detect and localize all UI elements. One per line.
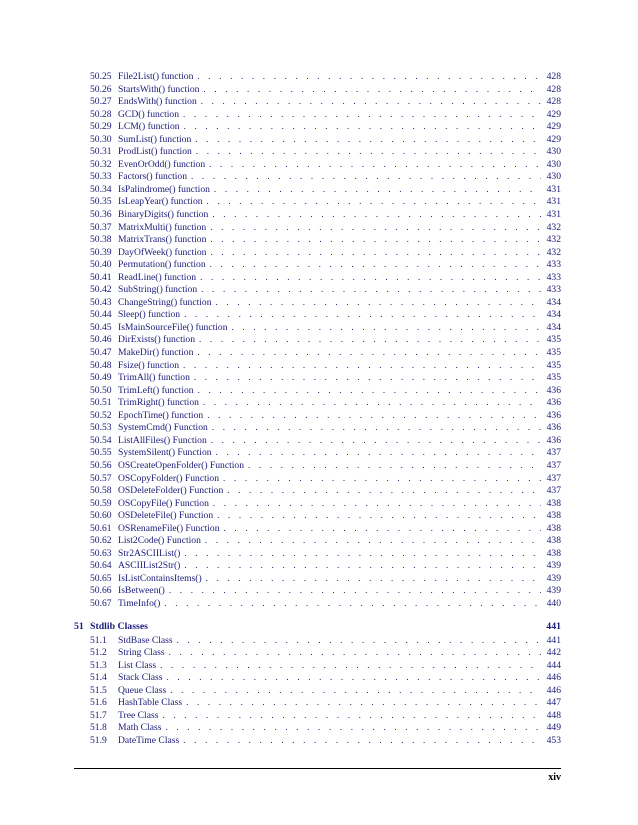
entry-number: 50.39 xyxy=(90,246,112,258)
entry-page: 435 xyxy=(546,359,561,371)
entry-title: IsPalindrome() function xyxy=(118,183,210,195)
toc-entry[interactable] xyxy=(74,684,561,697)
entry-page: 432 xyxy=(546,221,561,233)
entry-title: OSDeleteFolder() Function xyxy=(118,485,224,497)
entry-title: BinaryDigits() function xyxy=(118,209,209,221)
dot-leader xyxy=(186,696,541,709)
entry-title: Queue Class xyxy=(118,684,167,696)
dot-leader xyxy=(167,671,541,684)
dot-leader xyxy=(184,120,541,133)
dot-leader xyxy=(201,283,541,296)
toc-entry[interactable] xyxy=(74,195,561,208)
entry-title: GCD() function xyxy=(118,108,180,120)
entry-page: 437 xyxy=(546,459,561,471)
entry-page: 438 xyxy=(546,510,561,522)
toc-entry[interactable] xyxy=(74,446,561,459)
footer-rule xyxy=(74,768,561,769)
entry-number: 50.49 xyxy=(90,372,112,384)
toc-entry[interactable] xyxy=(74,696,561,709)
entry-title: Permutation() function xyxy=(118,259,206,271)
entry-number: 50.36 xyxy=(90,209,112,221)
entry-number: 51.6 xyxy=(90,697,107,709)
dot-leader xyxy=(216,446,541,459)
entry-number: 51.4 xyxy=(90,672,107,684)
entry-page: 439 xyxy=(546,572,561,584)
entry-page: 433 xyxy=(546,284,561,296)
toc-entry[interactable] xyxy=(74,371,561,384)
toc-entry[interactable] xyxy=(74,271,561,284)
entry-page: 440 xyxy=(546,597,561,609)
entry-number: 50.58 xyxy=(90,485,112,497)
entry-page: 435 xyxy=(546,347,561,359)
entry-title: DirExists() function xyxy=(118,334,196,346)
entry-title: ReadLine() function xyxy=(118,271,197,283)
entry-title: ProdList() function xyxy=(118,146,192,158)
entry-title: EvenOrOdd() function xyxy=(118,158,206,170)
entry-page: 431 xyxy=(546,196,561,208)
entry-number: 51.3 xyxy=(90,659,107,671)
entry-page: 436 xyxy=(546,422,561,434)
entry-page: 436 xyxy=(546,409,561,421)
entry-number: 51.1 xyxy=(90,634,107,646)
entry-page: 437 xyxy=(546,447,561,459)
entry-page: 430 xyxy=(546,171,561,183)
entry-title: TrimAll() function xyxy=(118,372,190,384)
entry-title: ChangeString() function xyxy=(118,296,212,308)
entry-title: Stack Class xyxy=(118,672,163,684)
toc-entry[interactable] xyxy=(74,346,561,359)
toc-entry[interactable] xyxy=(74,359,561,372)
entry-page: 441 xyxy=(546,634,561,646)
entry-page: 431 xyxy=(546,183,561,195)
dot-leader xyxy=(184,308,541,321)
dot-leader xyxy=(183,734,541,747)
entry-number: 50.67 xyxy=(90,597,112,609)
toc-entry[interactable] xyxy=(74,634,561,647)
entry-page: 434 xyxy=(546,296,561,308)
dot-leader xyxy=(211,434,541,447)
toc-entry[interactable] xyxy=(74,396,561,409)
toc-entry[interactable] xyxy=(74,233,561,246)
entry-title: List2Code() Function xyxy=(118,535,201,547)
toc-entry[interactable] xyxy=(74,434,561,447)
entry-page: 438 xyxy=(546,522,561,534)
entry-page: 438 xyxy=(546,535,561,547)
dot-leader xyxy=(216,296,541,309)
dot-leader xyxy=(170,684,541,697)
entry-page: 437 xyxy=(546,485,561,497)
entry-title: String Class xyxy=(118,647,165,659)
entry-page: 446 xyxy=(546,672,561,684)
dot-leader xyxy=(232,321,541,334)
entry-title: IsLeapYear() function xyxy=(118,196,203,208)
entry-number: 50.55 xyxy=(90,447,112,459)
entry-title: IsBetween() xyxy=(118,585,165,597)
entry-title: LCM() function xyxy=(118,121,180,133)
entry-number: 50.48 xyxy=(90,359,112,371)
toc-entry[interactable] xyxy=(74,584,561,597)
entry-title: Sleep() function xyxy=(118,309,181,321)
entry-page: 439 xyxy=(546,560,561,572)
toc-entry[interactable] xyxy=(74,308,561,321)
entry-title: Math Class xyxy=(118,722,162,734)
toc-entry[interactable] xyxy=(74,83,561,96)
dot-leader xyxy=(207,195,541,208)
toc-entry[interactable] xyxy=(74,509,561,522)
entry-page: 432 xyxy=(546,246,561,258)
entry-number: 50.66 xyxy=(90,585,112,597)
entry-page: 436 xyxy=(546,434,561,446)
toc-entry[interactable] xyxy=(74,734,561,747)
dot-leader xyxy=(169,646,541,659)
entry-page: 444 xyxy=(546,659,561,671)
entry-page: 428 xyxy=(546,71,561,82)
entry-number: 50.34 xyxy=(90,183,112,195)
entry-title: OSCreateOpenFolder() Function xyxy=(118,459,245,471)
dot-leader xyxy=(160,659,541,672)
entry-page: 442 xyxy=(546,647,561,659)
entry-title: DayOfWeek() function xyxy=(118,246,207,258)
entry-title: OSCopyFile() Function xyxy=(118,497,209,509)
entry-title: OSRenameFile() Function xyxy=(118,522,220,534)
section-51-entries xyxy=(74,634,561,747)
toc-entry[interactable] xyxy=(74,145,561,158)
chapter-51-heading[interactable] xyxy=(74,620,561,634)
entry-title: MatrixTrans() function xyxy=(118,234,207,246)
dot-leader xyxy=(214,183,541,196)
toc-entry[interactable] xyxy=(74,221,561,234)
entry-title: OSCopyFolder() Function xyxy=(118,472,220,484)
entry-page: 429 xyxy=(546,108,561,120)
entry-number: 50.53 xyxy=(90,422,112,434)
entry-page: 435 xyxy=(546,334,561,346)
entry-page: 439 xyxy=(546,585,561,597)
entry-number: 50.45 xyxy=(90,321,112,333)
toc-entry[interactable] xyxy=(74,572,561,585)
dot-leader xyxy=(210,246,541,259)
entry-title: DateTime Class xyxy=(118,734,180,746)
toc-entry[interactable] xyxy=(74,659,561,672)
entry-number: 50.52 xyxy=(90,409,112,421)
dot-leader xyxy=(169,584,541,597)
toc-entry[interactable] xyxy=(74,522,561,535)
entry-title: TimeInfo() xyxy=(118,597,161,609)
dot-leader xyxy=(194,371,541,384)
entry-number: 50.47 xyxy=(90,347,112,359)
entry-title: MatrixMulti() function xyxy=(118,221,207,233)
entry-title: SubString() function xyxy=(118,284,198,296)
toc-entry[interactable] xyxy=(74,120,561,133)
toc-entry[interactable] xyxy=(74,497,561,510)
toc-entry[interactable] xyxy=(74,258,561,271)
entry-number: 50.43 xyxy=(90,296,112,308)
dot-leader xyxy=(165,721,541,734)
entry-number: 51.9 xyxy=(90,734,107,746)
dot-leader xyxy=(224,522,541,535)
page-number: xiv xyxy=(548,772,561,783)
dot-leader xyxy=(207,409,541,422)
toc-entry[interactable] xyxy=(74,246,561,259)
dot-leader xyxy=(198,384,541,397)
entry-number: 50.40 xyxy=(90,259,112,271)
entry-number: 50.57 xyxy=(90,472,112,484)
entry-number: 50.38 xyxy=(90,234,112,246)
entry-title: SumList() function xyxy=(118,133,192,145)
dot-leader xyxy=(201,95,541,108)
entry-number: 50.41 xyxy=(90,271,112,283)
dot-leader xyxy=(206,572,541,585)
entry-page: 438 xyxy=(546,547,561,559)
entry-number: 51.5 xyxy=(90,684,107,696)
entry-page: 448 xyxy=(546,709,561,721)
toc-entry[interactable] xyxy=(74,646,561,659)
chapter-page: 441 xyxy=(546,620,561,632)
entry-number: 50.64 xyxy=(90,560,112,572)
entry-title: OSDeleteFile() Function xyxy=(118,510,214,522)
entry-number: 50.60 xyxy=(90,510,112,522)
entry-page: 429 xyxy=(546,133,561,145)
toc-entry[interactable] xyxy=(74,472,561,485)
entry-number: 50.37 xyxy=(90,221,112,233)
entry-title: SystemSilent() Function xyxy=(118,447,212,459)
dot-leader xyxy=(162,709,541,722)
dot-leader xyxy=(248,459,541,472)
entry-number: 50.63 xyxy=(90,547,112,559)
entry-page: 436 xyxy=(546,397,561,409)
entry-number: 50.29 xyxy=(90,121,112,133)
entry-title: TrimRight() function xyxy=(118,397,199,409)
toc-entry[interactable] xyxy=(74,459,561,472)
entry-number: 50.26 xyxy=(90,83,112,95)
entry-page: 428 xyxy=(546,83,561,95)
entry-number: 50.32 xyxy=(90,158,112,170)
entry-title: List Class xyxy=(118,659,157,671)
toc-entry[interactable] xyxy=(74,671,561,684)
entry-number: 50.56 xyxy=(90,459,112,471)
dot-leader xyxy=(223,472,541,485)
toc-entry[interactable] xyxy=(74,484,561,497)
entry-title: EpochTime() function xyxy=(118,409,204,421)
entry-title: HashTable Class xyxy=(118,697,183,709)
entry-title: SystemCmd() Function xyxy=(118,422,208,434)
dot-leader xyxy=(184,547,541,560)
toc-entry[interactable] xyxy=(74,321,561,334)
entry-title: EndsWith() function xyxy=(118,96,197,108)
toc-entry[interactable] xyxy=(74,597,561,610)
entry-number: 50.62 xyxy=(90,535,112,547)
entry-title: StartsWith() function xyxy=(118,83,200,95)
entry-page: 447 xyxy=(546,697,561,709)
entry-number: 50.51 xyxy=(90,397,112,409)
dot-leader xyxy=(183,359,541,372)
toc-entry[interactable] xyxy=(74,108,561,121)
dot-leader xyxy=(210,233,541,246)
toc-entry[interactable] xyxy=(74,409,561,422)
entry-title: Fsize() function xyxy=(118,359,180,371)
dot-leader xyxy=(183,108,541,121)
dot-leader xyxy=(197,70,541,83)
dot-leader xyxy=(213,497,541,510)
entry-number: 50.59 xyxy=(90,497,112,509)
entry-number: 50.44 xyxy=(90,309,112,321)
entry-page: 446 xyxy=(546,684,561,696)
entry-number: 50.50 xyxy=(90,384,112,396)
toc-entry[interactable] xyxy=(74,208,561,221)
entry-title: TrimLeft() function xyxy=(118,384,194,396)
entry-page: 429 xyxy=(546,121,561,133)
entry-number: 50.42 xyxy=(90,284,112,296)
table-of-contents xyxy=(74,70,561,746)
entry-title: Factors() function xyxy=(118,171,188,183)
entry-title: StdBase Class xyxy=(118,634,173,646)
entry-page: 434 xyxy=(546,309,561,321)
entry-number: 51.8 xyxy=(90,722,107,734)
entry-title: File2List() function xyxy=(118,71,194,82)
dot-leader xyxy=(200,271,541,284)
dot-leader xyxy=(164,597,541,610)
entry-title: ASCIIList2Str() xyxy=(118,560,181,572)
dot-leader xyxy=(227,484,541,497)
entry-number: 50.27 xyxy=(90,96,112,108)
section-50-entries xyxy=(74,70,561,610)
dot-leader xyxy=(210,258,541,271)
dot-leader xyxy=(210,221,541,234)
entry-number: 50.54 xyxy=(90,434,112,446)
entry-page: 428 xyxy=(546,96,561,108)
entry-page: 430 xyxy=(546,158,561,170)
toc-entry[interactable] xyxy=(74,559,561,572)
toc-entry[interactable] xyxy=(74,170,561,183)
entry-title: IsMainSourceFile() function xyxy=(118,321,228,333)
entry-title: MakeDir() function xyxy=(118,347,194,359)
entry-title: IsListContainsItems() xyxy=(118,572,202,584)
toc-entry[interactable] xyxy=(74,133,561,146)
entry-number: 50.28 xyxy=(90,108,112,120)
toc-entry[interactable] xyxy=(74,721,561,734)
chapter-number: 51 xyxy=(74,620,84,632)
entry-number: 50.31 xyxy=(90,146,112,158)
dot-leader xyxy=(196,145,541,158)
dot-leader xyxy=(199,333,541,346)
entry-number: 51.7 xyxy=(90,709,107,721)
dot-leader xyxy=(184,559,541,572)
entry-page: 449 xyxy=(546,722,561,734)
entry-title: Str2ASCIIList() xyxy=(118,547,181,559)
chapter-title: Stdlib Classes xyxy=(90,620,148,632)
toc-entry[interactable] xyxy=(74,534,561,547)
dot-leader xyxy=(217,509,541,522)
toc-entry[interactable] xyxy=(74,296,561,309)
toc-entry[interactable] xyxy=(74,709,561,722)
entry-number: 50.61 xyxy=(90,522,112,534)
dot-leader xyxy=(197,346,541,359)
entry-page: 433 xyxy=(546,271,561,283)
entry-page: 431 xyxy=(546,209,561,221)
toc-entry[interactable] xyxy=(74,384,561,397)
entry-number: 50.25 xyxy=(90,71,112,82)
entry-page: 433 xyxy=(546,259,561,271)
entry-page: 438 xyxy=(546,497,561,509)
entry-number: 50.65 xyxy=(90,572,112,584)
toc-entry[interactable] xyxy=(74,183,561,196)
entry-number: 51.2 xyxy=(90,647,107,659)
entry-page: 435 xyxy=(546,372,561,384)
dot-leader xyxy=(191,170,541,183)
dot-leader xyxy=(209,158,541,171)
toc-entry[interactable] xyxy=(74,547,561,560)
entry-title: Tree Class xyxy=(118,709,159,721)
dot-leader xyxy=(203,83,541,96)
entry-number: 50.46 xyxy=(90,334,112,346)
entry-number: 50.30 xyxy=(90,133,112,145)
entry-number: 50.33 xyxy=(90,171,112,183)
toc-entry[interactable] xyxy=(74,95,561,108)
dot-leader xyxy=(177,634,541,647)
entry-page: 430 xyxy=(546,146,561,158)
entry-page: 437 xyxy=(546,472,561,484)
entry-page: 434 xyxy=(546,321,561,333)
dot-leader xyxy=(212,421,541,434)
entry-page: 453 xyxy=(546,734,561,746)
toc-entry[interactable] xyxy=(74,333,561,346)
toc-entry[interactable] xyxy=(74,158,561,171)
entry-page: 436 xyxy=(546,384,561,396)
dot-leader xyxy=(212,208,541,221)
dot-leader xyxy=(203,396,541,409)
entry-page: 432 xyxy=(546,234,561,246)
toc-entry[interactable] xyxy=(74,283,561,296)
entry-title: ListAllFiles() Function xyxy=(118,434,207,446)
dot-leader xyxy=(205,534,541,547)
entry-number: 50.35 xyxy=(90,196,112,208)
dot-leader xyxy=(195,133,541,146)
toc-entry[interactable] xyxy=(74,421,561,434)
toc-entry[interactable] xyxy=(74,70,561,83)
